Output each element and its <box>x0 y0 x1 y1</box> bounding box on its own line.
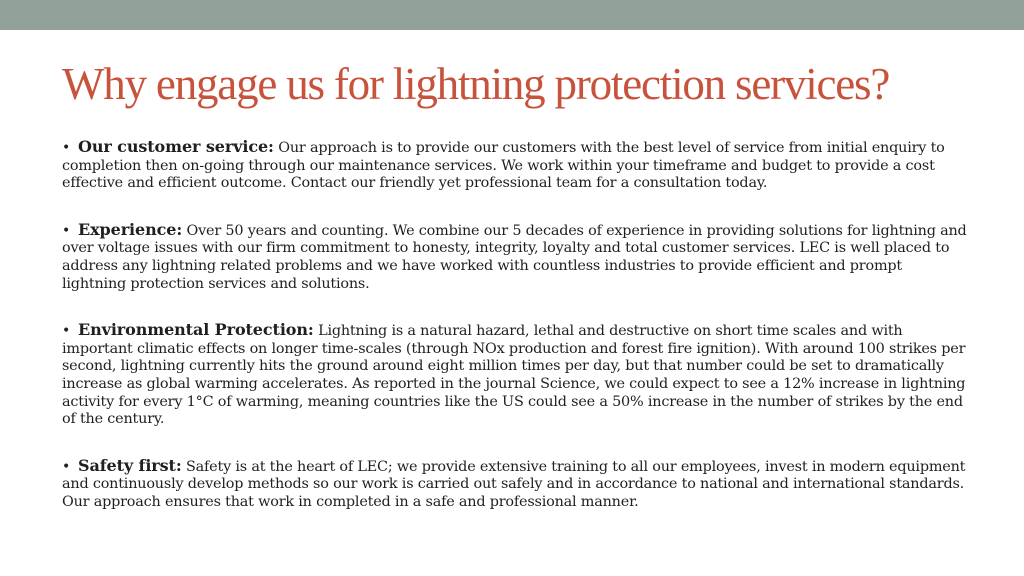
bullet-experience <box>62 221 968 293</box>
bullet-environmental-protection <box>62 321 968 429</box>
bullet-icon: • <box>62 458 71 475</box>
bullet-text: Over 50 years and counting. We combine our 5 decades of experience in providing solutions for lightning and over voltage issues with our firm commitment to honesty, integrity, loyalty and total customer services. LEC is well placed to address any lightning related problems and we have worked with countless industries to provide efficient and prompt lightning protection services and solutions. <box>62 222 967 292</box>
bullet-heading: Environmental Protection: <box>78 320 314 340</box>
bullet-text: Lightning is a natural hazard, lethal and destructive on short time scales and with important climatic effects on longer time-scales (through NOx production and forest fire ignition). With around 100 strikes per second, lightning currently hits the ground around eight million times per day, but that number could be set to dramatically increase as global warming accelerates. As reported in the journal Science, we could expect to see a 12% increase in lightning activity for every 1°C of warming, meaning countries like the US could see a 50% increase in the number of strikes by the end of the century. <box>62 323 966 428</box>
bullet-icon: • <box>62 140 71 156</box>
bullet-text: Our approach is to provide our customers with the best level of service from initial enquiry to completion then on-going through our maintenance services. We work within your timeframe and budget to provide a cost effective and efficient outcome. Contact our friendly yet professional team for a consultation today. <box>62 140 945 192</box>
bullet-heading: Our customer service: <box>78 137 274 156</box>
bullet-customer-service <box>62 138 968 193</box>
header-band <box>0 0 1024 30</box>
bullet-icon: • <box>62 323 71 340</box>
bullet-list <box>62 138 968 540</box>
slide-title: Why engage us for lightning protection services? <box>62 59 890 109</box>
bullet-heading: Safety first: <box>78 455 182 475</box>
bullet-text: Safety is at the heart of LEC; we provide extensive training to all our employees, invest in modern equipment and continuously develop methods so our work is carried out safely and in accordance to national and international standards. Our approach ensures that work in completed in a safe and professional manner. <box>62 458 966 510</box>
bullet-safety-first <box>62 457 968 512</box>
bullet-icon: • <box>62 222 71 239</box>
bullet-heading: Experience: <box>78 219 183 239</box>
